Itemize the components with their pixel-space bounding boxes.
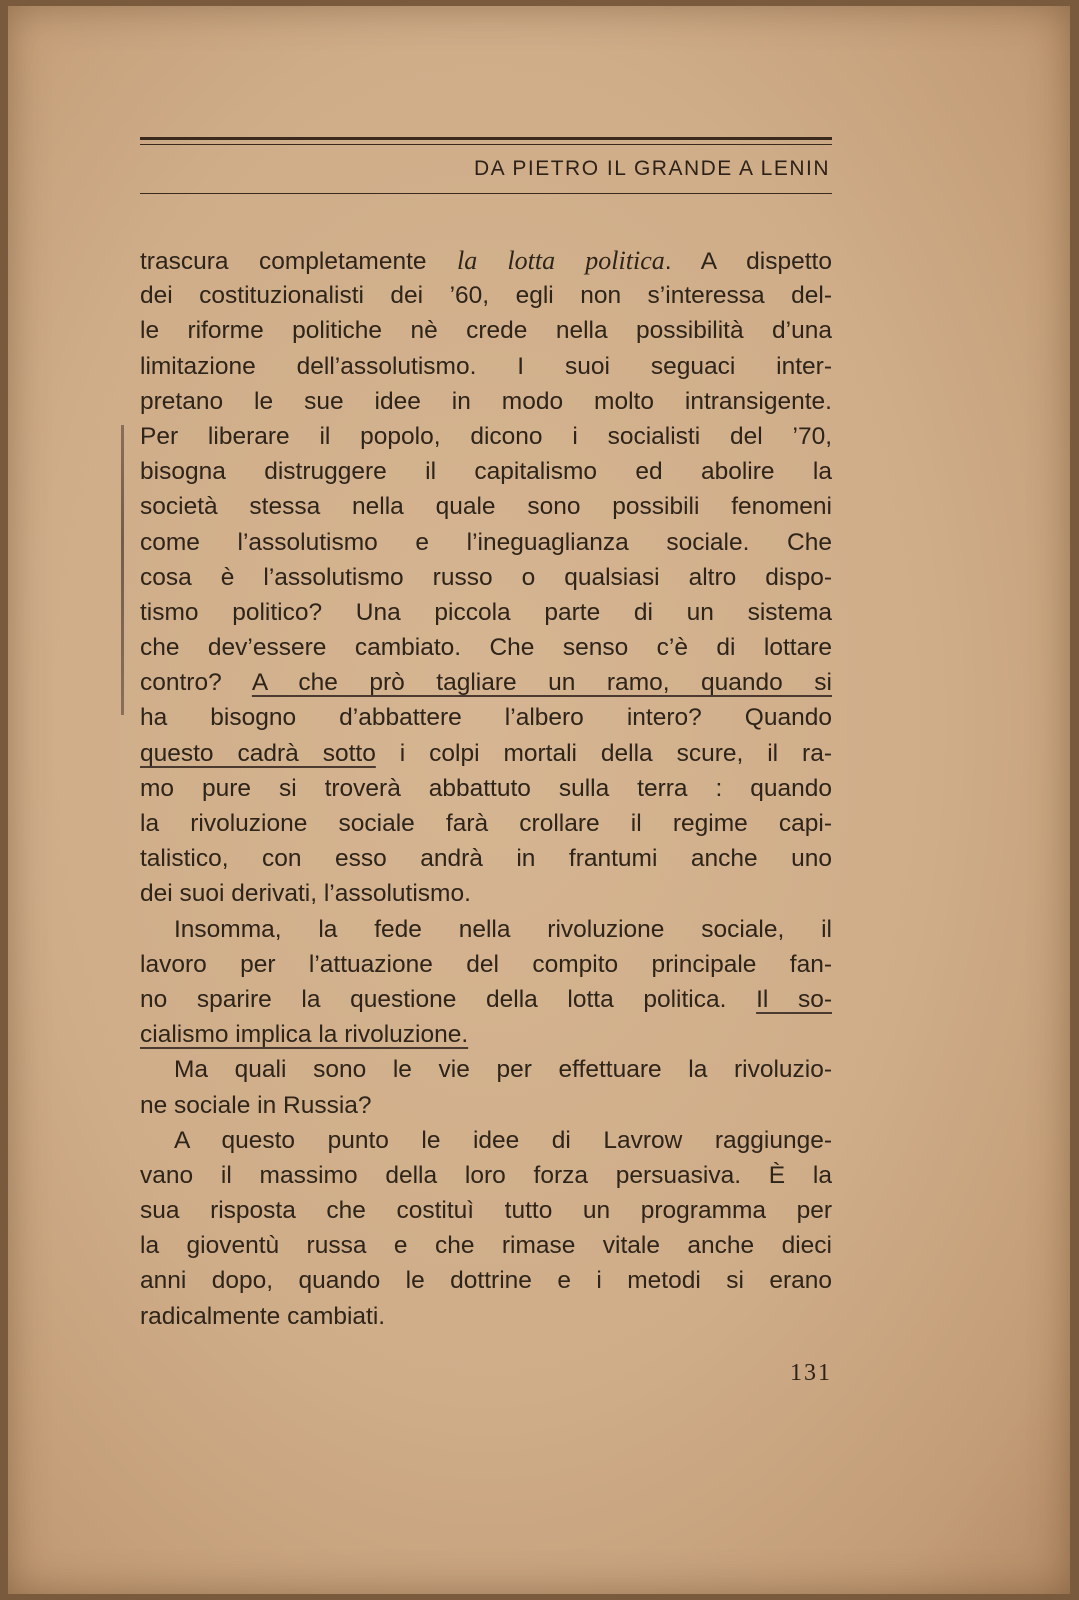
text-line: Per liberare il popolo, dicono i socialisti del ’70, bbox=[140, 422, 832, 450]
text-line: limitazione dell’assolutismo. I suoi seguaci inter- bbox=[140, 352, 832, 380]
text-line: come l’assolutismo e l’ineguaglianza sociale. Che bbox=[140, 528, 832, 556]
header-rule-bottom bbox=[140, 193, 832, 194]
underlined-phrase: questo cadrà sotto bbox=[140, 739, 376, 767]
text-line: pretano le sue idee in modo molto intransigente. bbox=[140, 387, 832, 415]
text-line: tismo politico? Una piccola parte di un sistema bbox=[140, 598, 832, 626]
margin-pencil-mark bbox=[121, 425, 124, 715]
text-line: contro? A che prò tagliare un ramo, quando si bbox=[140, 669, 832, 697]
running-title: DA PIETRO IL GRANDE A LENIN bbox=[474, 157, 830, 180]
text-line: anni dopo, quando le dottrine e i metodi si erano bbox=[140, 1267, 832, 1295]
text-line: bisogna distruggere il capitalismo ed abolire la bbox=[140, 458, 832, 486]
text-line: dei costituzionalisti dei ’60, egli non s’interessa del- bbox=[140, 282, 832, 310]
text-line: cosa è l’assolutismo russo o qualsiasi altro dispo- bbox=[140, 563, 832, 591]
text-line: radicalmente cambiati. bbox=[140, 1302, 386, 1330]
text-line: che dev’essere cambiato. Che senso c’è di lottare bbox=[140, 634, 832, 662]
text-line: mo pure si troverà abbattuto sulla terra : quando bbox=[140, 774, 832, 802]
text-line: società stessa nella quale sono possibili fenomeni bbox=[140, 493, 832, 521]
underlined-phrase: Il so- bbox=[756, 985, 832, 1013]
page-number: 131 bbox=[790, 1360, 832, 1386]
header-rule-top-thin bbox=[140, 144, 832, 145]
text-line: la gioventù russa e che rimase vitale anche dieci bbox=[140, 1232, 832, 1260]
text-line: A questo punto le idee di Lavrow raggiunge- bbox=[174, 1126, 832, 1154]
underlined-phrase: A che prò tagliare un ramo, quando si bbox=[251, 669, 832, 697]
text-line: ne sociale in Russia? bbox=[140, 1091, 372, 1119]
text-line: questo cadrà sotto i colpi mortali della scure, il ra- bbox=[140, 739, 832, 767]
running-header bbox=[140, 137, 832, 194]
text-line: ha bisogno d’abbattere l’albero intero? Quando bbox=[140, 704, 832, 732]
text-line: no sparire la questione della lotta politica. Il so- bbox=[140, 985, 832, 1013]
text-line bbox=[140, 1017, 832, 1052]
header-rule-top bbox=[140, 137, 832, 140]
body-text bbox=[140, 243, 832, 1334]
text-line: trascura completamente la lotta politica. A dispetto bbox=[140, 246, 832, 275]
text-line: Insomma, la fede nella rivoluzione sociale, il bbox=[174, 915, 832, 943]
text-line: vano il massimo della loro forza persuasiva. È la bbox=[140, 1161, 832, 1189]
text-line: sua risposta che costituì tutto un programma per bbox=[140, 1197, 832, 1225]
text-line: lavoro per l’attuazione del compito principale fan- bbox=[140, 950, 832, 978]
text-line: la rivoluzione sociale farà crollare il regime capi- bbox=[140, 810, 832, 837]
text-line: le riforme politiche nè crede nella possibilità d’una bbox=[140, 317, 832, 345]
text-line: talistico, con esso andrà in frantumi anche uno bbox=[140, 845, 832, 873]
italic-phrase: la lotta politica bbox=[457, 246, 665, 275]
text-line: Ma quali sono le vie per effettuare la rivoluzio- bbox=[174, 1056, 832, 1084]
underlined-phrase: cialismo implica la rivoluzione. bbox=[140, 1021, 469, 1049]
text-line: dei suoi derivati, l’assolutismo. bbox=[140, 880, 471, 908]
